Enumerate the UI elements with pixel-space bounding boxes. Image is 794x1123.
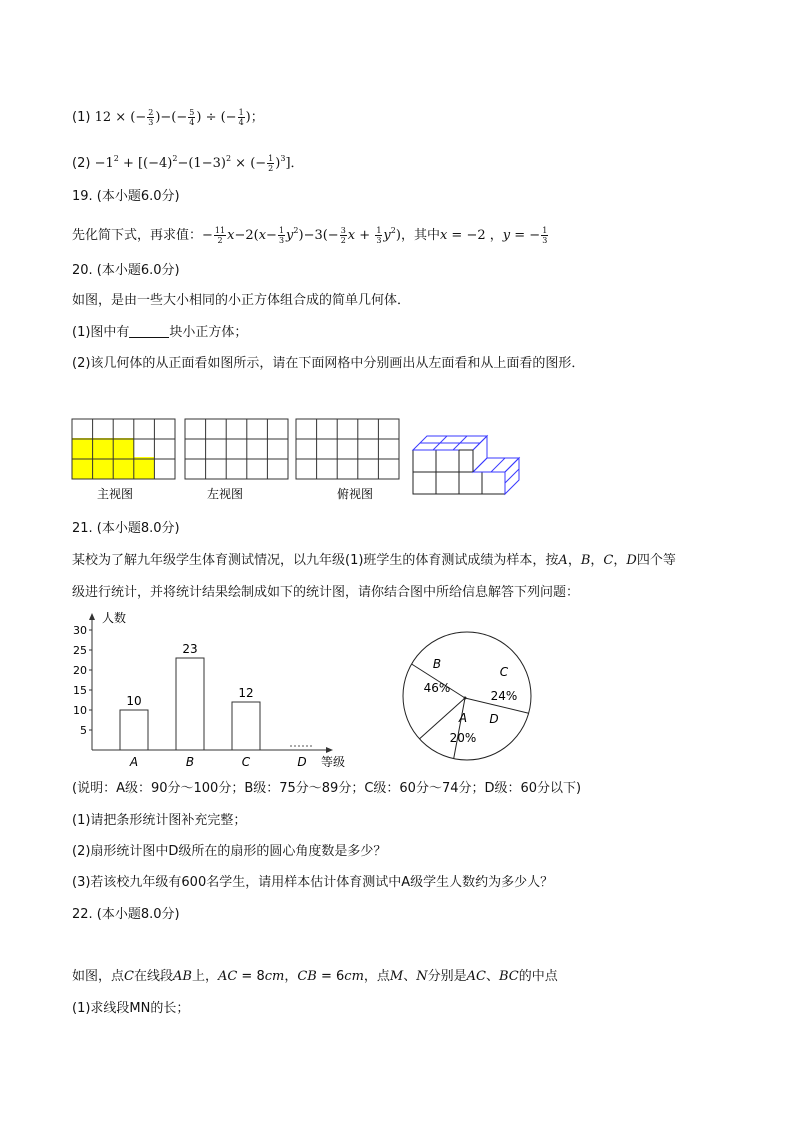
cube-solid xyxy=(413,436,519,494)
q20-answer-blank[interactable] xyxy=(129,325,169,338)
pie-center xyxy=(464,697,467,700)
x-tick-label-D: D xyxy=(297,755,307,769)
bar-C xyxy=(232,702,260,750)
pie-label-B: B xyxy=(432,657,442,671)
q22-header: 22. (本小题8.0分) xyxy=(72,907,180,922)
y-tick-label: 25 xyxy=(73,644,87,657)
bar-label-B: 23 xyxy=(182,642,198,656)
q18-part2-expression: $-1^2 + [(-4)^2-(1-3)^2$ × (− $\frac{1}{2}$ )$^3$]． xyxy=(94,154,304,173)
pie-label-C: C xyxy=(499,665,509,679)
front-view-fill-middle xyxy=(72,438,134,457)
x-tick-label-C: C xyxy=(241,755,251,769)
left-view-grid[interactable] xyxy=(185,419,288,479)
q20-part1: (1)图中有 块小正方体； xyxy=(72,325,248,340)
pie-percent-C: 24% xyxy=(490,689,518,703)
y-tick-label: 10 xyxy=(73,704,87,717)
q22-stem: 如图，点C在线段AB上，AC = 8cm，CB = 6cm，点M、N分别是AC、BC的中点 xyxy=(72,969,558,984)
x-axis-arrow xyxy=(326,747,333,753)
q19-instruction: 先化简下式，再求值： xyxy=(72,228,203,243)
x-tick-label-B: B xyxy=(185,755,195,769)
front-view-grid xyxy=(72,419,175,479)
q19-header: 19. (本小题6.0分) xyxy=(72,189,180,204)
pie-percent-A: 20% xyxy=(449,731,477,745)
y-tick-label: 15 xyxy=(73,684,87,697)
q22-part1: (1)求线段MN的长； xyxy=(72,1001,190,1016)
bar-B xyxy=(176,658,204,750)
q18-part1-expression: 12 × (− $\frac{2}{3}$ )−(− $\frac{5}{4}$ ) ÷ (− $\frac{1}{4}$ )； xyxy=(94,108,264,127)
q21-header: 21. (本小题8.0分) xyxy=(72,521,180,536)
y-axis-label: 人数 xyxy=(102,611,127,625)
q18-part1 xyxy=(72,108,264,127)
q21-question-2: (2)扇形统计图中D级所在的扇形的圆心角度数是多少？ xyxy=(72,844,387,859)
q19-question xyxy=(72,222,549,245)
q21-question-3: (3)若该校九年级有600名学生，请用样本估计体育测试中A级学生人数约为多少人？ xyxy=(72,875,554,890)
top-view-grid[interactable] xyxy=(296,419,399,479)
q20-figure xyxy=(0,410,794,530)
front-view-label: 主视图 xyxy=(96,487,134,501)
bar-label-A: 10 xyxy=(126,694,142,708)
q20-header: 20. (本小题6.0分) xyxy=(72,263,180,278)
pie-label-D: D xyxy=(489,712,499,726)
x-tick-label-A: A xyxy=(129,755,139,769)
q20-intro: 如图，是由一些大小相同的小正方体组合成的简单几何体． xyxy=(72,293,411,308)
top-view-label: 俯视图 xyxy=(336,487,374,501)
q18-part1-label: (1) xyxy=(72,110,91,125)
bar-A xyxy=(120,710,148,750)
x-axis-label: 等级 xyxy=(321,755,346,769)
pie-chart xyxy=(397,626,537,766)
q19-expression: − $\frac{11}{2}$ x−2(x− $\frac{1}{3}$ $y^2)-3(-$ $\frac{3}{2}$ x + $\frac{1}{3}$ $y^2$) xyxy=(202,226,401,245)
pie-label-A: A xyxy=(458,711,468,725)
bar-label-C: 12 xyxy=(238,686,254,700)
q21-note: (说明：A级：90分～100分；B级：75分～89分；C级：60分～74分；D级：60分以下) xyxy=(72,781,582,796)
q21-intro-line1: 某校为了解九年级学生体育测试情况，以九年级(1)班学生的体育测试成绩为样本，按A，B，C，D四个等 xyxy=(72,553,676,568)
q19-where: ，其中 xyxy=(400,228,440,243)
bar-chart xyxy=(60,610,360,770)
q18-part2-label: (2) xyxy=(72,156,91,171)
y-tick-label: 5 xyxy=(80,724,87,737)
q21-question-1: (1)请把条形统计图补充完整； xyxy=(72,813,247,828)
y-axis-arrow xyxy=(89,613,95,620)
y-tick-label: 30 xyxy=(73,624,87,637)
y-tick-label: 20 xyxy=(73,664,87,677)
q18-part2 xyxy=(72,150,304,173)
pie-percent-B: 46% xyxy=(423,681,451,695)
q19-values: x = −2 ，y = − $\frac{1}{3}$ xyxy=(439,226,548,245)
q20-part2: (2)该几何体的从正面看如图所示，请在下面网格中分别画出从左面看和从上面看的图形． xyxy=(72,356,585,371)
q21-intro-line2: 级进行统计，并将统计结果绘制成如下的统计图，请你结合图中所给信息解答下列问题： xyxy=(72,585,580,600)
left-view-label: 左视图 xyxy=(206,487,244,501)
